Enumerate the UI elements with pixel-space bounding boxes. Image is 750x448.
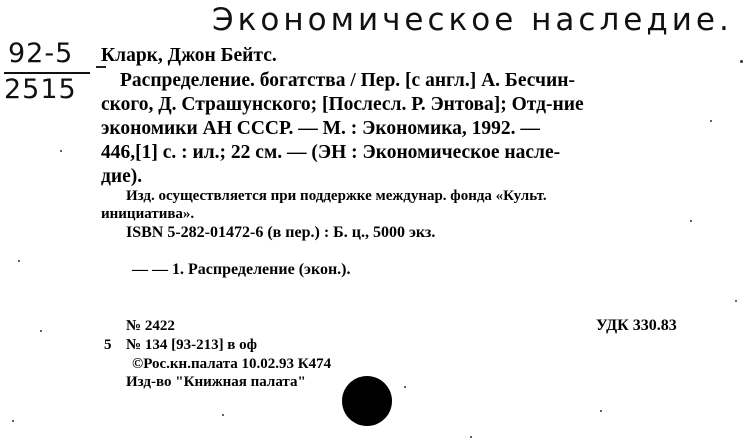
entry-line: Распределение. богатства / Пер. [с англ.] А. Бесчин- xyxy=(120,70,575,91)
subject-heading: — — 1. Распределение (экон.). xyxy=(132,261,351,278)
scan-speck xyxy=(18,260,20,262)
entry-line: ского, Д. Страшунского; [Послесл. Р. Энтова]; Отд-ние xyxy=(101,94,584,115)
card-punch-hole xyxy=(342,376,392,426)
entry-line: 446,[1] с. : ил.; 22 см. — (ЭН : Экономическое насле- xyxy=(101,142,561,163)
scan-speck xyxy=(600,410,602,412)
print-line-prefix: 5 xyxy=(104,337,112,353)
author-heading: Кларк, Джон Бейтс. xyxy=(101,45,277,66)
scan-speck xyxy=(735,300,737,302)
scan-speck xyxy=(404,386,406,388)
note-line: Изд. осуществляется при поддержке междунар. фонда «Культ. xyxy=(126,188,547,204)
print-line: Изд-во "Книжная палата" xyxy=(126,374,306,390)
handwritten-shelf-mark-bottom: 2515 xyxy=(4,74,77,105)
scan-speck xyxy=(710,120,712,122)
scan-speck xyxy=(12,420,14,422)
scan-speck xyxy=(40,330,42,332)
scan-speck xyxy=(60,150,62,152)
scan-speck xyxy=(740,60,743,63)
entry-line: экономики АН СССР. — М. : Экономика, 1992. — xyxy=(101,118,540,139)
record-number: № 2422 xyxy=(126,318,175,334)
note-line: инициатива». xyxy=(101,206,195,222)
udc-code: УДК 330.83 xyxy=(596,317,677,334)
scan-speck xyxy=(690,220,692,222)
entry-line: дие). xyxy=(101,166,143,187)
print-line: ©Рос.кн.палата 10.02.93 К474 xyxy=(132,356,332,372)
print-line: № 134 [93-213] в оф xyxy=(126,337,258,353)
handwritten-series-title: Экономическое наследие. xyxy=(212,2,733,38)
scan-speck xyxy=(470,436,472,438)
scan-speck xyxy=(222,414,224,416)
handwritten-shelf-mark-top: 92-5 xyxy=(8,38,74,69)
isbn-line: ISBN 5-282-01472-6 (в пер.) : Б. ц., 5000 экз. xyxy=(126,224,436,241)
